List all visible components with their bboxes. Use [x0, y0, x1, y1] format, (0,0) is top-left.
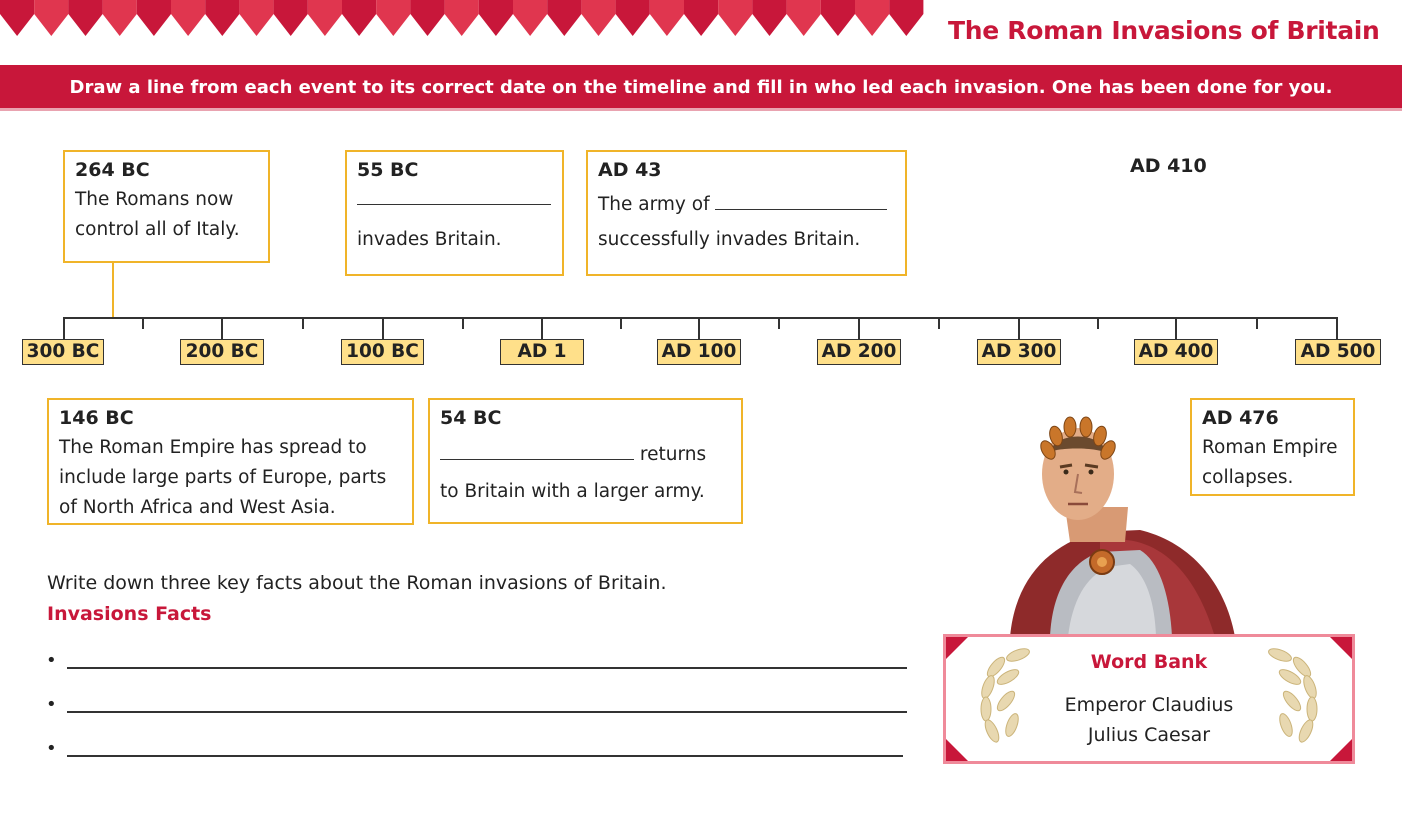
word-bank-title: Word Bank: [1090, 651, 1208, 673]
bunting-flag: [445, 0, 479, 36]
event-date: 55 BC: [357, 159, 419, 181]
timeline-minor-tick: [462, 317, 464, 329]
event-box-55bc: [345, 150, 564, 276]
instruction-text: Draw a line from each event to its correct date on the timeline and fill in who led each invasion. One has been done for you.: [69, 77, 1333, 98]
bunting-decoration: [0, 0, 925, 40]
timeline-minor-tick: [620, 317, 622, 329]
timeline-minor-tick: [1256, 317, 1258, 329]
bunting-flag: [0, 0, 34, 36]
word-bank-item: Julius Caesar: [1087, 724, 1211, 746]
bunting-flag: [684, 0, 718, 36]
timeline-label: 300 BC: [22, 339, 104, 365]
event-text: The army of: [598, 194, 710, 215]
timeline-axis: [63, 317, 1338, 319]
timeline-minor-tick: [938, 317, 940, 329]
timeline-minor-tick: [302, 317, 304, 329]
timeline-minor-tick: [142, 317, 144, 329]
timeline-minor-tick: [1097, 317, 1099, 329]
timeline-label: 200 BC: [180, 339, 264, 365]
fact-answer-line[interactable]: [67, 711, 907, 713]
event-date: 264 BC: [75, 159, 150, 181]
timeline-label: 100 BC: [341, 339, 424, 365]
bunting-flag: [616, 0, 650, 36]
fact-answer-line[interactable]: [67, 755, 903, 757]
roman-emperor-illustration: [990, 412, 1240, 637]
event-text: collapses.: [1202, 467, 1294, 488]
bunting-flag: [547, 0, 581, 36]
event-text: The Roman Empire has spread to: [59, 437, 367, 458]
event-date-ad410: AD 410: [1130, 155, 1207, 177]
event-date: 54 BC: [440, 407, 502, 429]
timeline-label: AD 500: [1295, 339, 1381, 365]
event-text: successfully invades Britain.: [598, 229, 861, 250]
bullet: •: [46, 694, 57, 715]
event-text: control all of Italy.: [75, 219, 240, 240]
facts-heading: Invasions Facts: [47, 603, 212, 625]
timeline-minor-tick: [778, 317, 780, 329]
facts-prompt: Write down three key facts about the Roman invasions of Britain.: [47, 572, 667, 594]
timeline-major-tick: [698, 317, 700, 339]
page-title: The Roman Invasions of Britain: [948, 16, 1380, 45]
event-date: AD 476: [1202, 407, 1279, 429]
bullet: •: [46, 650, 57, 671]
timeline-major-tick: [1336, 317, 1338, 339]
event-date: AD 43: [598, 159, 662, 181]
event-box-ad43: [586, 150, 907, 276]
bunting-flag: [752, 0, 786, 36]
bunting-flag: [342, 0, 376, 36]
bunting-flag: [718, 0, 752, 36]
timeline-major-tick: [63, 317, 65, 339]
fact-answer-line[interactable]: [67, 667, 907, 669]
bunting-flag: [137, 0, 171, 36]
connector-line: [112, 262, 114, 318]
timeline-major-tick: [1175, 317, 1177, 339]
timeline-label: AD 400: [1134, 339, 1218, 365]
bunting-flag: [889, 0, 923, 36]
bunting-flag: [821, 0, 855, 36]
event-text: include large parts of Europe, parts: [59, 467, 387, 488]
timeline-label: AD 300: [977, 339, 1061, 365]
event-text: The Romans now: [75, 189, 234, 210]
timeline-label: AD 1: [500, 339, 584, 365]
bunting-flag: [650, 0, 684, 36]
event-box-264bc: [63, 150, 270, 263]
event-text: Roman Empire: [1202, 437, 1338, 458]
bunting-flag: [376, 0, 410, 36]
answer-blank[interactable]: [357, 190, 551, 205]
bunting-flag: [581, 0, 615, 36]
answer-blank[interactable]: [715, 195, 887, 210]
event-text: invades Britain.: [357, 229, 502, 250]
event-text: to Britain with a larger army.: [440, 481, 705, 502]
bunting-flag: [68, 0, 102, 36]
bunting-flag: [239, 0, 273, 36]
bunting-flag: [103, 0, 137, 36]
event-box-54bc: [428, 398, 743, 524]
bunting-flag: [34, 0, 68, 36]
bunting-flag: [410, 0, 444, 36]
bunting-flag: [308, 0, 342, 36]
timeline-major-tick: [221, 317, 223, 339]
event-box-146bc: [47, 398, 414, 525]
bunting-flag: [274, 0, 308, 36]
event-text: of North Africa and West Asia.: [59, 497, 336, 518]
bunting-flag: [205, 0, 239, 36]
bunting-flag: [855, 0, 889, 36]
answer-blank[interactable]: [440, 445, 634, 460]
event-date: 146 BC: [59, 407, 134, 429]
bunting-flag: [787, 0, 821, 36]
word-bank-item: Emperor Claudius: [1064, 694, 1234, 716]
timeline-major-tick: [1018, 317, 1020, 339]
timeline-label: AD 200: [817, 339, 901, 365]
bunting-flag: [513, 0, 547, 36]
timeline-major-tick: [541, 317, 543, 339]
timeline-major-tick: [858, 317, 860, 339]
event-text: returns: [639, 444, 707, 465]
timeline-major-tick: [382, 317, 384, 339]
bunting-flag: [171, 0, 205, 36]
bunting-flag: [479, 0, 513, 36]
bullet: •: [46, 738, 57, 759]
timeline-label: AD 100: [657, 339, 741, 365]
